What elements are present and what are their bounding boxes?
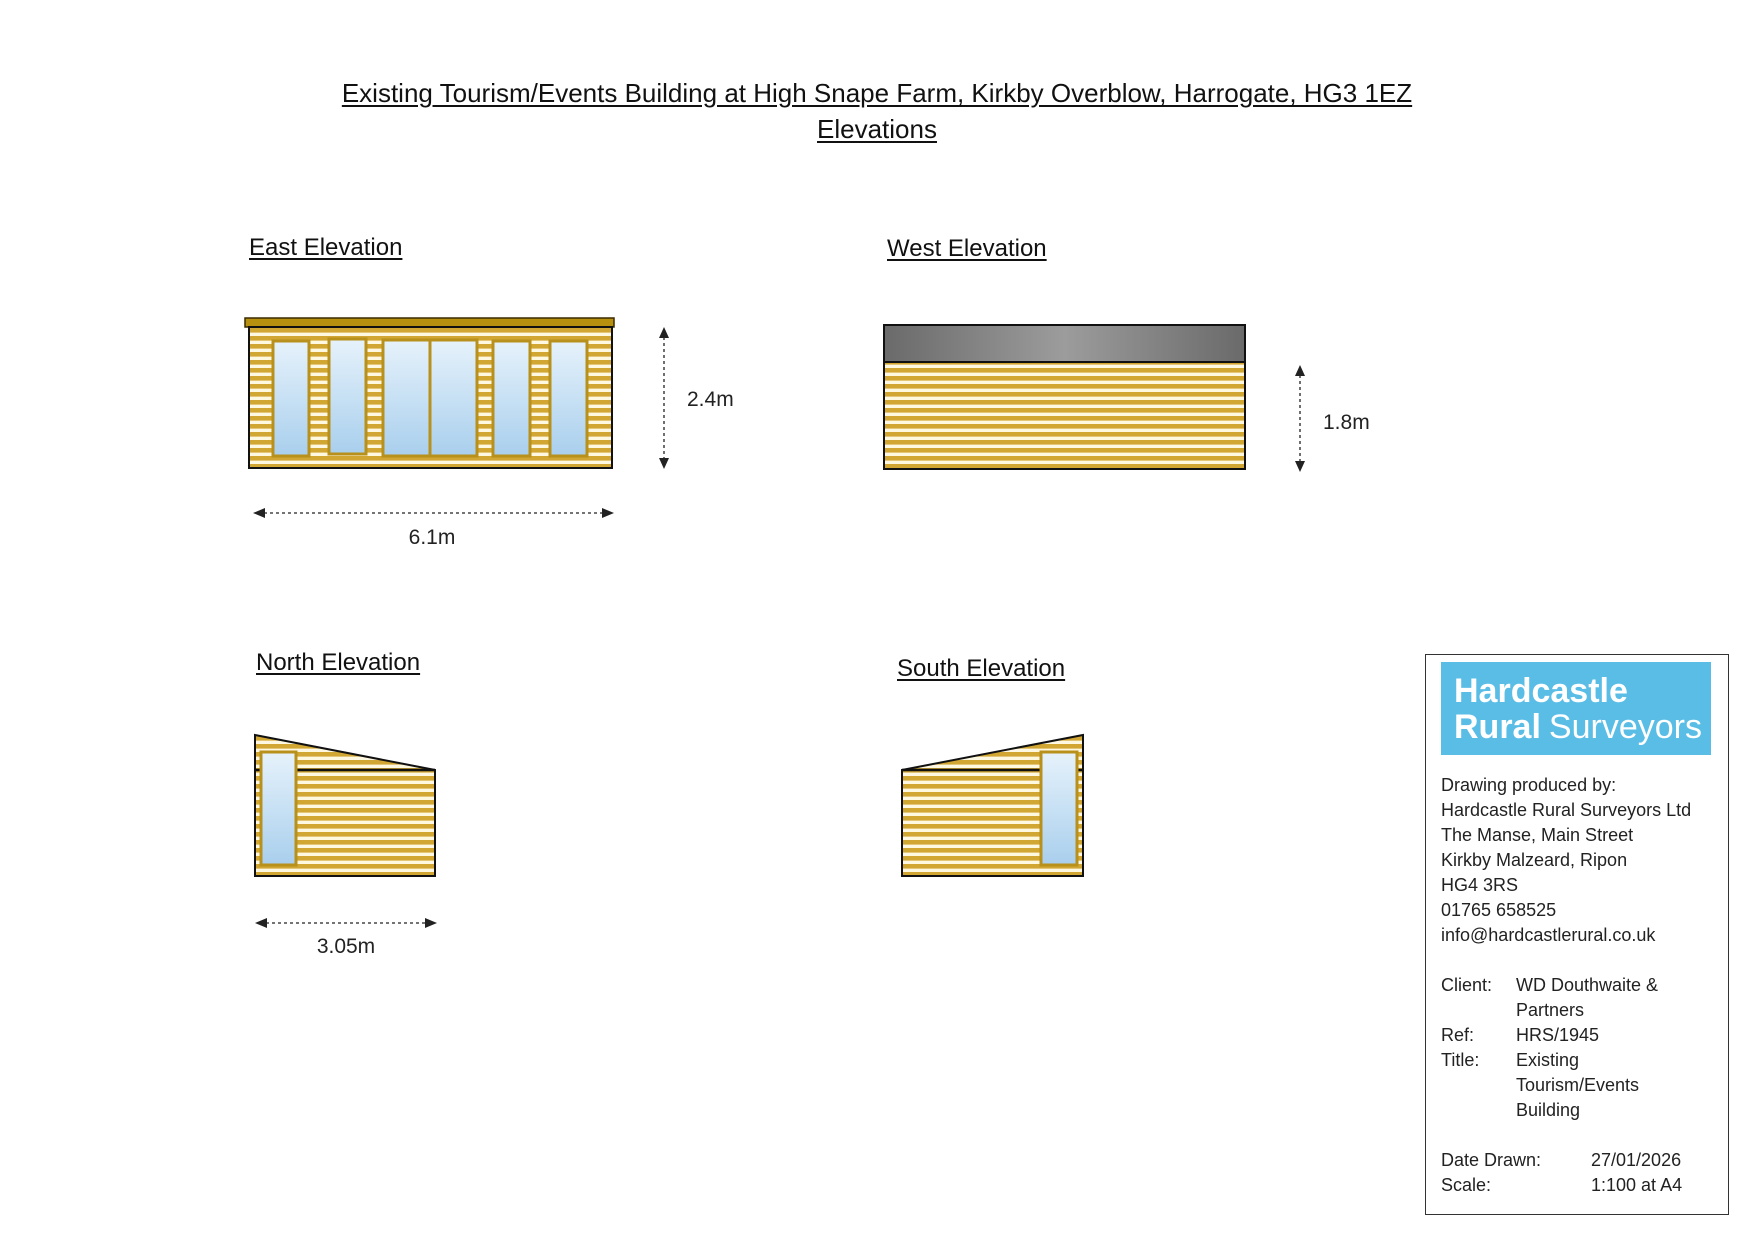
email-address: info@hardcastlerural.co.uk xyxy=(1441,925,1656,945)
east-height-label: 2.4m xyxy=(687,388,734,411)
west-height-dimension xyxy=(1295,365,1305,472)
east-door-right-leaf xyxy=(430,340,477,456)
south-elevation-label: South Elevation xyxy=(897,655,1066,682)
phone-number: 01765 658525 xyxy=(1441,900,1557,920)
client-value: WD Douthwaite & xyxy=(1516,975,1659,995)
title-row-continued xyxy=(1441,1073,1726,1098)
logo-word-rural: Rural xyxy=(1454,708,1541,746)
east-window-4 xyxy=(550,341,587,456)
page-subtitle: Elevations xyxy=(817,114,937,144)
south-elevation-drawing xyxy=(902,735,1083,876)
client-row-continued xyxy=(1441,998,1726,1023)
north-width-label: 3.05m xyxy=(316,935,376,958)
arrow-up-icon xyxy=(1295,365,1305,376)
scale-label: Scale: xyxy=(1441,1175,1492,1195)
east-elevation-drawing xyxy=(245,318,669,518)
title-value-continued: Building xyxy=(1516,1100,1581,1120)
east-roof-fascia xyxy=(245,318,614,327)
west-wall-cladding xyxy=(884,362,1245,469)
east-width-label: 6.1m xyxy=(408,526,456,549)
date-drawn-row xyxy=(1441,1148,1726,1173)
title-row xyxy=(1441,1048,1726,1073)
arrow-right-icon xyxy=(602,508,614,518)
north-elevation-label: North Elevation xyxy=(256,649,421,676)
scale-value: 1:100 at A4 xyxy=(1591,1175,1683,1195)
page-title: Existing Tourism/Events Building at High Snape Farm, Kirkby Overblow, Harrogate, HG3 1EZ xyxy=(341,78,1413,108)
ref-label: Ref: xyxy=(1441,1025,1475,1045)
north-elevation-drawing xyxy=(255,735,437,928)
title-row-continued xyxy=(1441,1098,1726,1123)
south-window xyxy=(1041,752,1077,865)
title-label: Title: xyxy=(1441,1050,1480,1070)
arrow-down-icon xyxy=(1295,461,1305,472)
west-height-label: 1.8m xyxy=(1323,411,1370,434)
east-height-dimension xyxy=(659,327,669,469)
client-value-continued: Partners xyxy=(1516,1000,1585,1020)
produced-by-heading: Drawing produced by: xyxy=(1441,775,1617,795)
north-window xyxy=(261,752,296,865)
title-value-continued: Tourism/Events xyxy=(1516,1075,1640,1095)
east-window-1 xyxy=(273,341,309,456)
logo-word-surveyors: Surveyors xyxy=(1548,708,1702,746)
arrow-down-icon xyxy=(659,458,669,469)
north-width-dimension xyxy=(255,918,437,928)
east-elevation-label: East Elevation xyxy=(249,234,403,261)
arrow-left-icon xyxy=(253,508,265,518)
east-window-3 xyxy=(493,341,530,456)
west-roof-slope xyxy=(884,325,1245,362)
west-elevation-drawing xyxy=(884,325,1305,472)
address-line-1: The Manse, Main Street xyxy=(1441,825,1634,845)
postcode: HG4 3RS xyxy=(1441,875,1519,895)
client-label: Client: xyxy=(1441,975,1493,995)
ref-value: HRS/1945 xyxy=(1516,1025,1600,1045)
arrow-left-icon xyxy=(255,918,267,928)
east-width-dimension xyxy=(253,508,614,518)
client-row xyxy=(1441,973,1726,998)
logo-line-1: Hardcastle xyxy=(1454,672,1628,710)
west-elevation-label: West Elevation xyxy=(887,235,1047,262)
title-block xyxy=(1425,654,1729,1215)
company-logo xyxy=(1441,662,1711,755)
title-block-text xyxy=(1441,773,1726,1198)
scale-row xyxy=(1441,1173,1726,1198)
ref-row xyxy=(1441,1023,1726,1048)
date-drawn-value: 27/01/2026 xyxy=(1591,1150,1682,1170)
arrow-right-icon xyxy=(425,918,437,928)
company-name: Hardcastle Rural Surveyors Ltd xyxy=(1441,800,1692,820)
east-door-left-leaf xyxy=(383,340,430,456)
logo-line-2 xyxy=(1454,709,1711,745)
arrow-up-icon xyxy=(659,327,669,338)
address-line-2: Kirkby Malzeard, Ripon xyxy=(1441,850,1628,870)
title-value: Existing xyxy=(1516,1050,1580,1070)
east-window-2 xyxy=(329,339,366,454)
date-drawn-label: Date Drawn: xyxy=(1441,1150,1542,1170)
